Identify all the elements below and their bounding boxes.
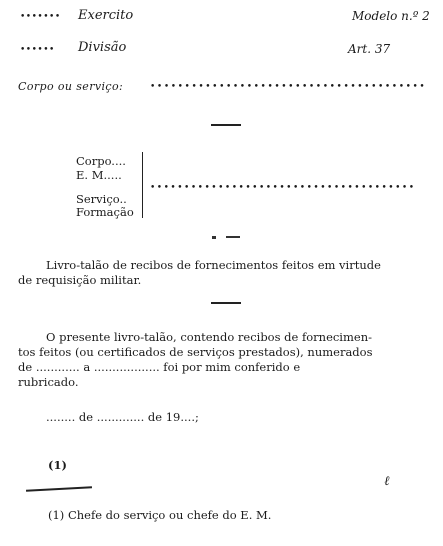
corpo-servico-label: Corpo ou serviço: [18, 80, 124, 93]
body-line2: tos feitos (ou certificados de serviços prestados), numerados [18, 345, 373, 359]
livro-title-line2: de requisição militar. [18, 273, 142, 287]
footnote-mark: (1) [48, 458, 67, 472]
header-dots-2: •••••• [20, 45, 55, 55]
header-dots-1: ••••••• [20, 12, 61, 22]
divisao-label: Divisão [78, 40, 127, 55]
block-dots: ••••••••••••••••••••••••••••••••••••••• [150, 183, 416, 193]
body-line3: de ............ a .................. foi por mim conferido e [18, 360, 301, 374]
body-line1: O presente livro-talão, contendo recibos de fornecimen- [46, 330, 372, 344]
block-em: E. M..... [76, 168, 122, 182]
block-corpo: Corpo.... [76, 154, 126, 168]
exercito-label: Exercito [78, 8, 134, 23]
corpo-servico-dots: •••••••••••••••••••••••••••••••••••••••• [150, 82, 427, 92]
art-label: Art. 37 [348, 42, 391, 56]
date-line: ........ de ............. de 19....; [46, 410, 199, 424]
divider-2-dash [226, 236, 240, 238]
signature-flourish: ℓ [384, 474, 390, 489]
modelo-label: Modelo n.º 2 [352, 9, 430, 23]
bracket-line [142, 152, 143, 218]
body-line4: rubricado. [18, 375, 79, 389]
divider-3 [211, 302, 241, 304]
footnote-text: (1) Chefe do serviço ou chefe do E. M. [48, 508, 272, 522]
divider-2-dot [212, 236, 216, 239]
signature-line [26, 486, 92, 491]
block-servico: Serviço.. [76, 192, 127, 206]
divider-1 [211, 124, 241, 126]
block-formacao: Formação [76, 205, 134, 219]
livro-title-line1: Livro-talão de recibos de fornecimentos feitos em virtude [46, 258, 381, 272]
